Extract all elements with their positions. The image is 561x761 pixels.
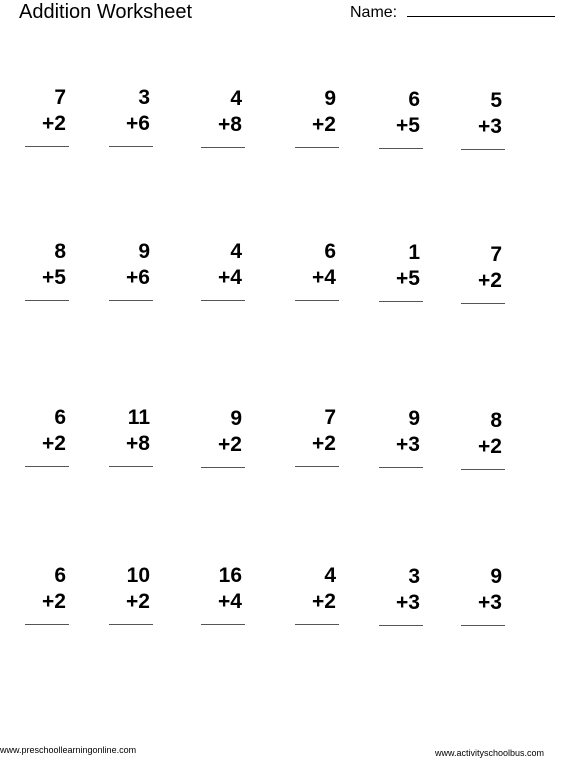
answer-line[interactable]	[201, 300, 245, 301]
addition-problem	[456, 565, 516, 635]
addend-top: 4	[324, 564, 336, 587]
answer-line[interactable]	[295, 624, 339, 625]
addition-problem	[456, 89, 516, 159]
addend-top: 9	[230, 407, 242, 430]
addition-problem	[20, 86, 80, 156]
footer-right-url: www.activityschoolbus.com	[434, 748, 544, 758]
addition-problem	[104, 86, 164, 156]
addend-top: 11	[127, 406, 150, 429]
addend-top: 3	[408, 565, 420, 588]
addend-top: 6	[54, 564, 66, 587]
addition-problem	[104, 240, 164, 310]
addend-bottom: +2	[312, 432, 336, 455]
addition-problem	[290, 87, 350, 157]
answer-line[interactable]	[109, 624, 153, 625]
answer-line[interactable]	[25, 624, 69, 625]
answer-line[interactable]	[461, 303, 505, 304]
answer-line[interactable]	[379, 148, 423, 149]
addition-problem	[374, 241, 434, 311]
answer-line[interactable]	[201, 467, 245, 468]
addend-bottom: +2	[126, 590, 150, 613]
answer-line[interactable]	[109, 466, 153, 467]
answer-line[interactable]	[379, 301, 423, 302]
addend-bottom: +3	[396, 433, 420, 456]
addend-top: 7	[324, 406, 336, 429]
addition-problem	[290, 240, 350, 310]
answer-line[interactable]	[25, 466, 69, 467]
addition-problem	[104, 564, 164, 634]
worksheet-title: Addition Worksheet	[19, 1, 193, 23]
addend-top: 9	[324, 87, 336, 110]
addition-problem	[374, 88, 434, 158]
name-line[interactable]	[407, 16, 555, 17]
addend-bottom: +3	[478, 591, 502, 614]
addend-bottom: +5	[396, 114, 420, 137]
addition-problem	[456, 243, 516, 313]
addend-top: 5	[490, 89, 502, 112]
answer-line[interactable]	[295, 466, 339, 467]
answer-line[interactable]	[295, 300, 339, 301]
answer-line[interactable]	[295, 147, 339, 148]
addend-top: 6	[54, 406, 66, 429]
addend-bottom: +2	[478, 435, 502, 458]
addend-top: 9	[490, 565, 502, 588]
addend-bottom: +3	[396, 591, 420, 614]
addend-top: 4	[230, 87, 242, 110]
addend-bottom: +2	[478, 269, 502, 292]
addend-top: 8	[54, 240, 66, 263]
addition-problem	[196, 407, 256, 477]
addend-bottom: +2	[42, 432, 66, 455]
addend-top: 7	[490, 243, 502, 266]
answer-line[interactable]	[379, 467, 423, 468]
addend-top: 16	[218, 564, 242, 587]
answer-line[interactable]	[25, 300, 69, 301]
addend-bottom: +4	[218, 590, 242, 613]
name-label: Name:	[350, 4, 398, 21]
addition-problem	[20, 406, 80, 476]
answer-line[interactable]	[461, 469, 505, 470]
addend-top: 9	[138, 240, 150, 263]
answer-line[interactable]	[109, 300, 153, 301]
answer-line[interactable]	[109, 146, 153, 147]
addend-bottom: +2	[42, 112, 66, 135]
addend-top: 4	[230, 240, 242, 263]
addition-problem	[456, 409, 516, 479]
answer-line[interactable]	[25, 146, 69, 147]
addend-bottom: +6	[126, 112, 150, 135]
addend-bottom: +5	[396, 267, 420, 290]
addend-top: 7	[54, 86, 66, 109]
addition-problem	[374, 407, 434, 477]
addend-top: 9	[408, 407, 420, 430]
addend-top: 10	[126, 564, 150, 587]
addition-problem	[196, 564, 256, 634]
answer-line[interactable]	[461, 149, 505, 150]
addend-bottom: +2	[312, 590, 336, 613]
addition-problem	[20, 240, 80, 310]
addend-bottom: +8	[218, 113, 242, 136]
addition-problem	[374, 565, 434, 635]
answer-line[interactable]	[201, 624, 245, 625]
answer-line[interactable]	[201, 147, 245, 148]
addend-bottom: +2	[42, 590, 66, 613]
addition-problem	[290, 406, 350, 476]
addend-bottom: +3	[478, 115, 502, 138]
addend-bottom: +2	[218, 433, 242, 456]
addend-top: 6	[324, 240, 336, 263]
addend-bottom: +5	[42, 266, 66, 289]
addition-problem	[104, 406, 164, 476]
addend-top: 1	[408, 241, 420, 264]
addend-top: 6	[408, 88, 420, 111]
addition-problem	[196, 240, 256, 310]
addition-problem	[20, 564, 80, 634]
addition-problem	[196, 87, 256, 157]
addend-bottom: +6	[126, 266, 150, 289]
answer-line[interactable]	[461, 625, 505, 626]
addend-top: 8	[490, 409, 502, 432]
addend-bottom: +4	[312, 266, 336, 289]
footer-left-url: www.preschoollearningonline.com	[0, 745, 137, 755]
addend-bottom: +4	[218, 266, 242, 289]
addition-problem	[290, 564, 350, 634]
answer-line[interactable]	[379, 625, 423, 626]
addend-top: 3	[138, 86, 150, 109]
addend-bottom: +8	[126, 432, 150, 455]
addend-bottom: +2	[312, 113, 336, 136]
